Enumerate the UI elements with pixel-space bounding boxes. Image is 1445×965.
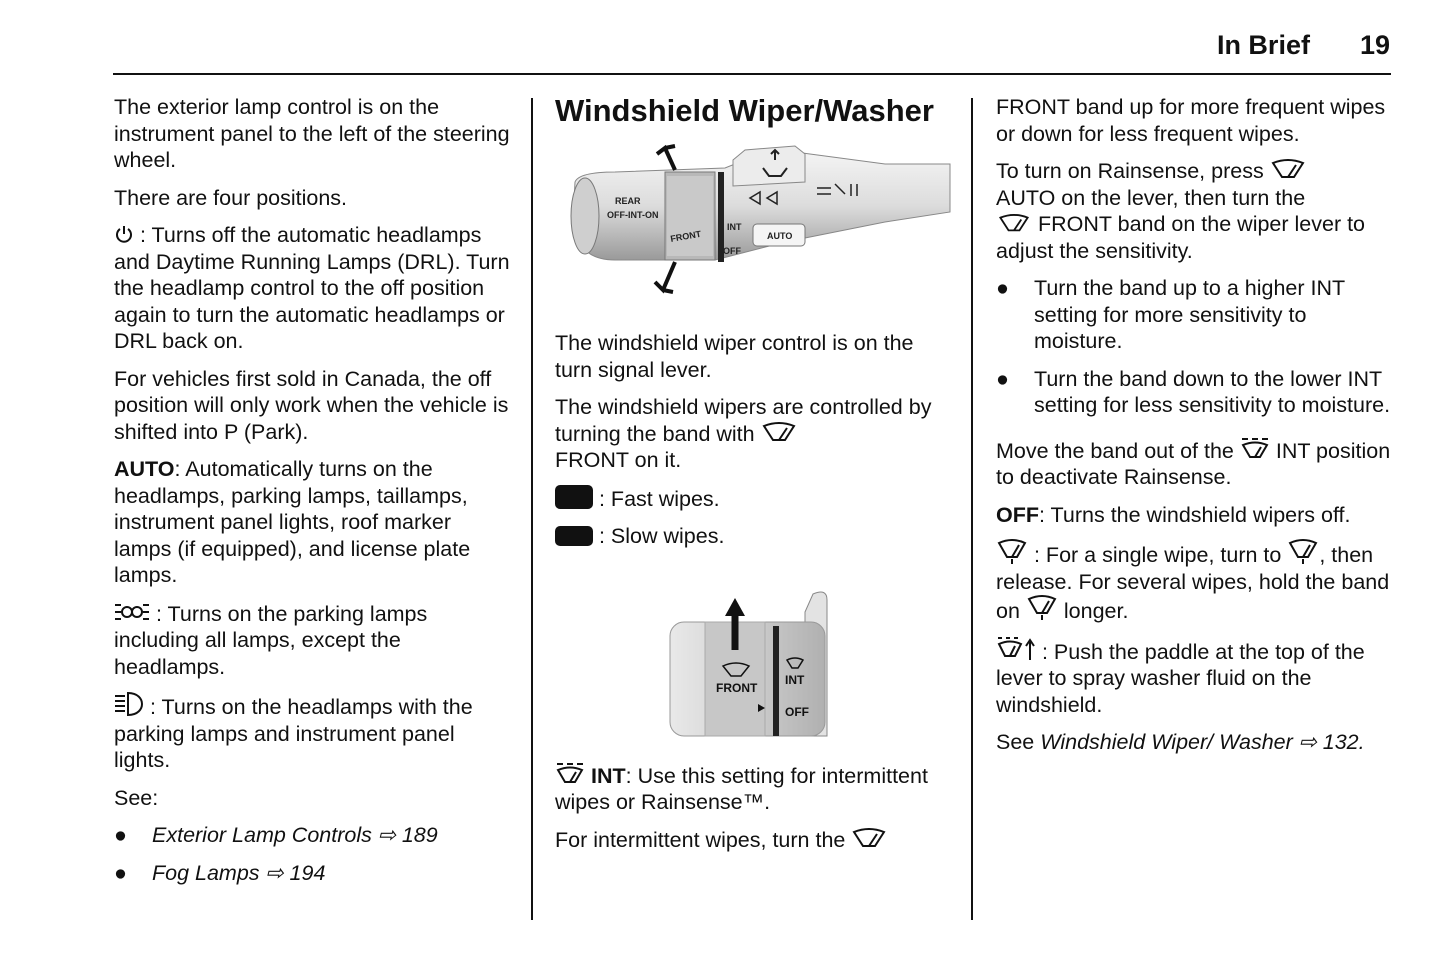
header-rule xyxy=(113,73,1391,75)
column-divider-2 xyxy=(971,98,973,920)
rear-off-int-on-label: OFF-INT-ON xyxy=(607,210,659,220)
wiper-band-text-a: The windshield wipers are controlled by turning the band with xyxy=(555,395,932,446)
wiper-lever-illustration xyxy=(555,142,955,302)
intermittent-wiper-icon xyxy=(1240,437,1270,461)
parking-text: : Turns on the parking lamps including all lamps, except the headlamps. xyxy=(114,601,428,679)
reference-item[interactable]: ● Fog Lamps ⇨ 194 xyxy=(114,860,326,885)
bullet: ● xyxy=(114,823,127,847)
front-wiper-icon xyxy=(996,214,1032,234)
see-reference[interactable]: See Windshield Wiper/ Washer ⇨ 132. xyxy=(996,730,1365,754)
auto-text: : Automatically turns on the headlamps, parking lamps, taillamps, instrument panel lights, roof marker lamps (if equipped), and license plate lamps. xyxy=(114,457,471,587)
move-text-b: INT position to deactivate Rainsense. xyxy=(996,438,1391,489)
wiper-location-text: The windshield wiper control is on the turn signal lever. xyxy=(555,331,914,382)
auto-label: AUTO xyxy=(114,457,175,481)
intermittent-wiper-icon xyxy=(555,762,585,786)
off-text: : Turns the windshield wipers off. xyxy=(1039,502,1351,527)
reference-title: Fog Lamps xyxy=(152,860,260,885)
column-1 xyxy=(114,94,514,897)
fig2-off-label: OFF xyxy=(785,704,809,719)
headlamp-description xyxy=(114,691,514,774)
bullet: ● xyxy=(114,860,127,885)
mist-wiper-icon xyxy=(1026,595,1058,621)
see-label: See: xyxy=(114,785,159,810)
slow-wipes xyxy=(555,523,955,550)
move-text-a: Move the band out of the xyxy=(996,438,1234,463)
mist-wiper-icon xyxy=(996,539,1028,565)
mist-text-b: , then release. For several wipes, hold the band on xyxy=(996,543,1390,623)
rear-label: REAR xyxy=(615,196,641,206)
off-description xyxy=(996,502,1391,529)
bullet: ● xyxy=(996,366,1009,391)
slow-text: : Slow wipes. xyxy=(598,524,725,548)
list-item xyxy=(996,275,1391,355)
list-item xyxy=(996,366,1391,419)
fast-wipe-icon xyxy=(555,485,593,509)
lamp-intro: The exterior lamp control is on the instrument panel to the left of the steering wheel. xyxy=(114,95,510,172)
fast-text: : Fast wipes. xyxy=(598,486,720,511)
parking-lamp-icon xyxy=(114,600,150,624)
washer-description xyxy=(996,636,1391,719)
column-divider-1 xyxy=(531,98,533,920)
off-text: : Turns off the automatic headlamps and Daytime Running Lamps (DRL). Turn the headlamp control to the off position again to turn the automatic headlamps or DRL back on. xyxy=(114,223,510,353)
headlamp-text: : Turns on the headlamps with the parking lamps and instrument panel lights. xyxy=(114,695,473,772)
wiper-band-text xyxy=(555,394,955,474)
see-label: See xyxy=(996,730,1035,754)
fig1-int-label: INT xyxy=(727,222,742,232)
reference-page: 132. xyxy=(1322,730,1365,754)
front-band-text: FRONT band up for more frequent wipes or down for less frequent wipes. xyxy=(996,95,1386,146)
section-heading: Windshield Wiper/Washer xyxy=(555,93,934,128)
fig2-front-label: FRONT xyxy=(716,680,758,695)
fig1-auto-label: AUTO xyxy=(767,231,793,241)
bullet: ● xyxy=(996,276,1009,300)
bullet-text: Turn the band down to the lower INT setting for less sensitivity to moisture. xyxy=(1034,366,1391,417)
fast-wipes xyxy=(555,485,955,513)
page-header xyxy=(1217,30,1390,61)
auto-description xyxy=(114,456,514,589)
front-wiper-icon xyxy=(761,422,797,444)
washer-icon xyxy=(996,636,1036,662)
rainsense-text-a: To turn on Rainsense, press xyxy=(996,159,1264,183)
washer-text: : Push the paddle at the top of the lever to spray washer fluid on the windshield. xyxy=(996,639,1365,717)
slow-wipe-icon xyxy=(555,526,593,546)
mist-description xyxy=(996,539,1391,625)
rainsense-auto-icon xyxy=(1270,159,1306,181)
fig2-int-label: INT xyxy=(785,672,805,687)
fig1-front-label: FRONT xyxy=(669,228,702,244)
int-label: INT xyxy=(590,763,626,788)
front-wiper-icon xyxy=(851,828,887,850)
fig1-off-label: OFF xyxy=(723,246,741,256)
rainsense-instructions xyxy=(996,158,1391,264)
reference-title: Windshield Wiper/ Washer xyxy=(1040,730,1293,754)
off-description xyxy=(114,222,514,355)
column-2 xyxy=(555,94,955,864)
power-off-icon xyxy=(114,225,134,245)
reference-page: 194 xyxy=(289,860,326,885)
mist-text-a: : For a single wipe, turn to xyxy=(1033,543,1282,567)
parking-description xyxy=(114,600,514,681)
column-3 xyxy=(996,94,1391,767)
mist-text-c: longer. xyxy=(1063,599,1129,623)
reference-title: Exterior Lamp Controls xyxy=(152,823,372,847)
deactivate-rainsense xyxy=(996,437,1391,491)
rainsense-text-b: AUTO on the lever, then turn the xyxy=(996,185,1306,210)
positions-text: There are four positions. xyxy=(114,185,348,210)
page-number: 19 xyxy=(1359,30,1390,60)
canada-text: For vehicles first sold in Canada, the off position will only work when the vehicle is shifted into P (Park). xyxy=(114,366,509,444)
int-instruction xyxy=(555,827,955,854)
int-description xyxy=(555,762,955,816)
wiper-band-illustration xyxy=(555,588,955,748)
bullet-text: Turn the band up to a higher INT setting for more sensitivity to moisture. xyxy=(1034,276,1345,353)
off-label: OFF xyxy=(996,502,1039,527)
reference-page: 189 xyxy=(401,823,438,847)
int-instruction-text: For intermittent wipes, turn the xyxy=(555,827,846,852)
mist-wiper-icon xyxy=(1287,539,1319,565)
wiper-band-text-b: FRONT on it. xyxy=(555,448,682,472)
section-title: In Brief xyxy=(1216,30,1310,60)
rainsense-text-c: FRONT band on the wiper lever to adjust the sensitivity. xyxy=(996,212,1366,263)
reference-item[interactable]: ● Exterior Lamp Controls ⇨ 189 xyxy=(114,823,438,847)
headlamp-icon xyxy=(114,691,144,717)
int-text: : Use this setting for intermittent wipes or Rainsense™. xyxy=(555,763,928,814)
